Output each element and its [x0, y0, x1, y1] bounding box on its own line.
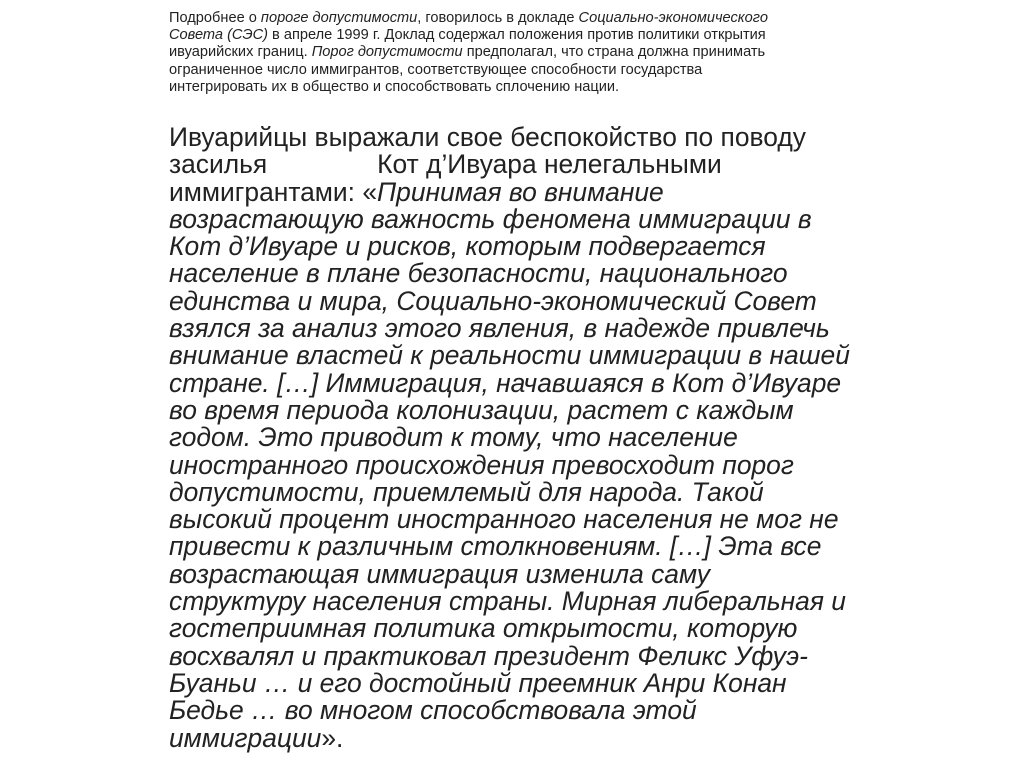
quote-line — [169, 588, 959, 615]
quote-line — [169, 176, 959, 207]
italic-text: пороге допустимости — [260, 10, 418, 26]
quote-line — [169, 506, 959, 533]
footnote-line — [169, 10, 929, 27]
quote-line — [169, 394, 959, 425]
text-run: , говорилось в докладе — [417, 10, 579, 26]
text-run: предполагал, что страна должна принимать — [462, 44, 766, 61]
text-run: Кот д’Ивуара нелегальными — [377, 149, 722, 180]
quote-line — [169, 285, 959, 316]
italic-text: привести к различным столкновениям. […] Эта все — [169, 531, 822, 562]
italic-text: высокий процент иностранного населения не мог не — [169, 504, 839, 535]
italic-text: Бедье … во многом способствовала этой — [169, 695, 697, 726]
italic-text: во время периода колонизации, растет с каждым — [169, 394, 794, 425]
italic-text: иммиграции — [169, 722, 322, 753]
quote-line — [169, 315, 959, 342]
italic-text: допустимости, приемлемый для народа. Такой — [169, 476, 764, 507]
footnote-line — [169, 79, 929, 96]
italic-text: восхвалял и практиковал президент Феликс Уфуэ- — [169, 640, 808, 671]
italic-text: иностранного происхождения превосходит порог — [169, 449, 794, 480]
text-run: ограниченное число иммигрантов, соответствующее способности государства — [169, 61, 703, 78]
text-run: иммигрантами: « — [169, 176, 378, 207]
quote-line — [169, 367, 959, 398]
quote-line — [169, 424, 959, 451]
text-run: Подробнее о — [169, 10, 261, 26]
italic-text: Совета (СЭС) — [169, 27, 268, 44]
quote-line — [169, 151, 959, 178]
quote-line — [169, 615, 959, 642]
text-run: засилья — [169, 149, 268, 180]
text-run: ». — [321, 722, 344, 753]
italic-text: стране. […] Иммиграция, начавшаяся в Кот д’Ивуаре — [169, 367, 842, 398]
italic-text: внимание властей к реальности иммиграции в нашей — [169, 340, 850, 371]
italic-text: возрастающую важность феномена иммиграции в — [169, 203, 812, 234]
text-run: в апреле 1999 г. Доклад содержал положения против политики открытия — [268, 27, 766, 44]
italic-text: Принимая во внимание — [377, 176, 664, 207]
italic-text: взялся за анализ этого явления, в надежде привлечь — [169, 313, 830, 344]
italic-text: население в плане безопасности, национального — [169, 258, 788, 289]
italic-text: Порог допустимости — [311, 44, 463, 61]
italic-text: Кот д’Ивуаре и рисков, которым подвергается — [169, 231, 766, 262]
quote-line — [169, 640, 959, 671]
italic-text: гостеприимная политика открытости, которую — [169, 613, 798, 644]
footnote-line — [169, 62, 929, 79]
quote-line — [169, 233, 959, 260]
quote-line — [169, 203, 959, 234]
text-run: ивуарийских границ. — [169, 44, 312, 61]
footnote-line — [169, 44, 929, 61]
italic-text: единства и мира, Социально-экономический Совет — [169, 285, 817, 316]
quote-line — [169, 558, 959, 589]
quote-line — [169, 697, 959, 724]
quote-line — [169, 342, 959, 369]
italic-text: Социально-экономического — [578, 10, 768, 26]
footnote-line — [169, 27, 929, 44]
quote-line — [169, 124, 959, 151]
quote-line — [169, 722, 959, 753]
italic-text: Буаньи … и его достойный преемник Анри Конан — [169, 667, 787, 698]
text-run: Ивуарийцы выражали свое беспокойство по поводу — [169, 122, 806, 152]
italic-text: годом. Это приводит к тому, что население — [169, 422, 738, 453]
quote-line — [169, 449, 959, 480]
quote-line — [169, 260, 959, 287]
italic-text: возрастающая иммиграция изменила саму — [169, 558, 710, 589]
quote-line — [169, 667, 959, 698]
text-run: интегрировать их в общество и способствовать сплочению нации. — [169, 78, 620, 95]
quote-paragraph — [169, 124, 959, 752]
footnote-paragraph — [169, 10, 929, 96]
italic-text: структуру населения страны. Мирная либеральная и — [169, 586, 846, 617]
quote-line — [169, 476, 959, 507]
quote-line — [169, 533, 959, 560]
